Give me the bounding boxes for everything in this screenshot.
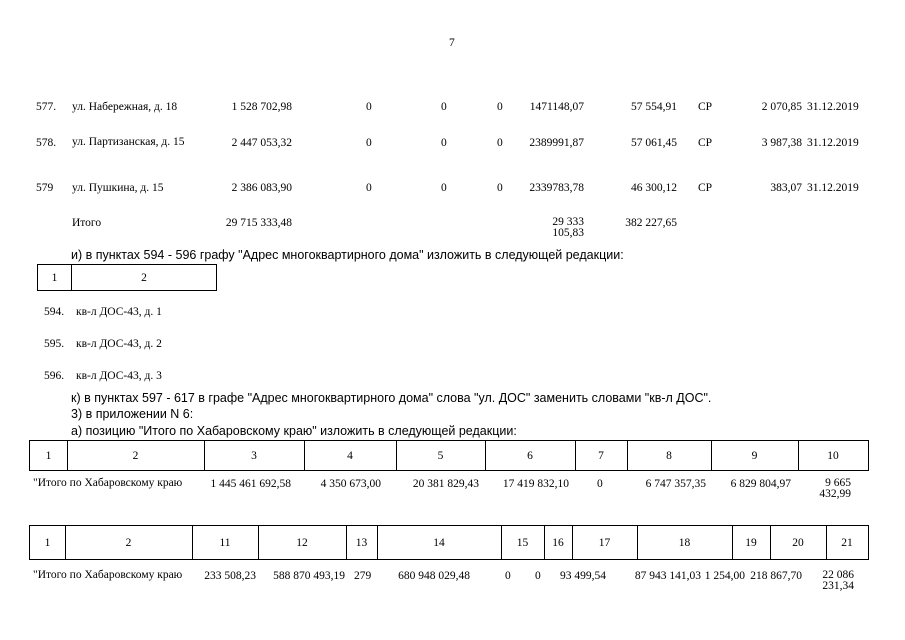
header-cell: 14 — [433, 536, 445, 549]
row-value-8: 2 070,85 — [761, 101, 802, 113]
cell-value: 1 445 461 692,58 — [210, 478, 291, 490]
total-label: Итого — [72, 217, 102, 229]
row-number: 578. — [36, 137, 57, 149]
row-value-4: 0 — [497, 182, 503, 194]
cell-value: 680 948 029,48 — [398, 570, 470, 582]
paragraph-3: 3) в приложении N 6: — [71, 407, 194, 421]
header-cell: 2 — [125, 536, 132, 549]
cell-value: 218 867,70 — [750, 570, 802, 582]
cell-value: 22 086 231,34 — [822, 569, 854, 592]
cell-value: 588 870 493,19 — [273, 570, 345, 582]
row-value-3: 0 — [441, 101, 447, 113]
row-value-1: 2 386 083,90 — [231, 182, 292, 194]
item-text: кв-л ДОС-43, д. 3 — [76, 370, 162, 382]
cell-value: 93 499,54 — [560, 570, 606, 582]
header-cell: 4 — [347, 449, 353, 462]
page-number: 7 — [449, 37, 455, 49]
row-date: 31.12.2019 — [807, 101, 859, 113]
item-text: кв-л ДОС-43, д. 1 — [76, 306, 162, 318]
row-value-2: 0 — [366, 101, 372, 113]
row-value-1: 1 528 702,98 — [231, 101, 292, 113]
cell-value: 0 — [597, 478, 603, 490]
header-cell: 2 — [141, 271, 147, 284]
header-cell: 5 — [437, 449, 444, 462]
header-cell: 18 — [678, 536, 691, 549]
header-cell: 15 — [516, 536, 529, 549]
row-value-4: 0 — [497, 137, 503, 149]
row-value-7: СР — [698, 182, 713, 194]
row-number: 577. — [36, 101, 57, 113]
row-value-5: 2339783,78 — [529, 182, 584, 194]
row-value-8: 383,07 — [770, 182, 802, 194]
header-cell: 11 — [219, 536, 231, 549]
row-date: 31.12.2019 — [807, 137, 859, 149]
header-cell: 6 — [527, 449, 533, 462]
total-value-6: 382 227,65 — [625, 217, 677, 229]
item-number: 595. — [44, 338, 65, 350]
row-value-6: 57 061,45 — [631, 137, 677, 149]
row-value-4: 0 — [497, 101, 503, 113]
row-address: ул. Пушкина, д. 15 — [72, 182, 164, 194]
row-value-3: 0 — [441, 137, 447, 149]
row-value-8: 3 987,38 — [761, 137, 802, 149]
small-header-table — [37, 264, 217, 291]
row-label: "Итого по Хабаровскому краю — [33, 477, 183, 489]
cell-value: 20 381 829,43 — [412, 478, 479, 490]
header-cell: 2 — [132, 449, 139, 462]
row-value-5: 2389991,87 — [529, 137, 584, 149]
row-value-2: 0 — [366, 137, 372, 149]
row-label: "Итого по Хабаровскому краю — [33, 569, 183, 581]
row-number: 579 — [36, 182, 54, 194]
item-number: 596. — [44, 370, 65, 382]
header-cell: 13 — [355, 536, 368, 549]
row-address: ул. Партизанская, д. 15 — [72, 136, 185, 148]
header-cell: 1 — [51, 271, 58, 284]
row-value-3: 0 — [441, 182, 447, 194]
total-value-5: 29 333 105,83 — [552, 216, 584, 239]
row-value-2: 0 — [366, 182, 372, 194]
header-cell: 17 — [598, 536, 611, 549]
header-cell: 19 — [745, 536, 757, 549]
row-value-5: 1471148,07 — [529, 101, 584, 113]
table1-header — [29, 440, 869, 471]
cell-value: 233 508,23 — [204, 570, 256, 582]
paragraph-i: и) в пунктах 594 - 596 графу "Адрес многоквартирного дома" изложить в следующей редакции: — [71, 248, 624, 262]
total-value-1: 29 715 333,48 — [225, 217, 292, 229]
cell-value: 279 — [354, 570, 372, 582]
item-text: кв-л ДОС-43, д. 2 — [76, 338, 162, 350]
cell-value: 6 747 357,35 — [645, 478, 706, 490]
paragraph-a: а) позицию "Итого по Хабаровскому краю" изложить в следующей редакции: — [71, 424, 517, 438]
cell-value: 0 — [535, 570, 541, 582]
cell-value: 6 829 804,97 — [730, 478, 791, 490]
row-date: 31.12.2019 — [807, 182, 859, 194]
paragraph-k: к) в пунктах 597 - 617 в графе "Адрес многоквартирного дома" слова "ул. ДОС" заменить словами "кв-л ДОС". — [71, 391, 712, 405]
cell-value: 9 665 432,99 — [819, 477, 851, 500]
row-value-7: СР — [698, 137, 713, 149]
header-cell: 9 — [751, 449, 758, 462]
item-number: 594. — [44, 306, 65, 318]
row-value-7: СР — [698, 101, 713, 113]
table2-header — [29, 525, 869, 560]
header-cell: 10 — [827, 449, 839, 462]
row-value-1: 2 447 053,32 — [231, 137, 292, 149]
cell-value: 4 350 673,00 — [320, 478, 381, 490]
header-cell: 12 — [296, 536, 308, 549]
cell-value: 87 943 141,03 — [634, 570, 701, 582]
header-cell: 20 — [792, 536, 804, 549]
cell-value: 1 254,00 — [704, 570, 745, 582]
row-value-6: 46 300,12 — [631, 182, 677, 194]
cell-value: 17 419 832,10 — [502, 478, 569, 490]
header-cell: 16 — [552, 536, 564, 549]
header-cell: 1 — [44, 536, 51, 549]
header-cell: 7 — [598, 449, 604, 462]
header-cell: 21 — [841, 536, 853, 549]
row-value-6: 57 554,91 — [631, 101, 677, 113]
header-cell: 8 — [666, 449, 672, 462]
row-address: ул. Набережная, д. 18 — [72, 101, 178, 113]
cell-value: 0 — [505, 570, 511, 582]
header-cell: 1 — [45, 449, 52, 462]
header-cell: 3 — [251, 449, 257, 462]
